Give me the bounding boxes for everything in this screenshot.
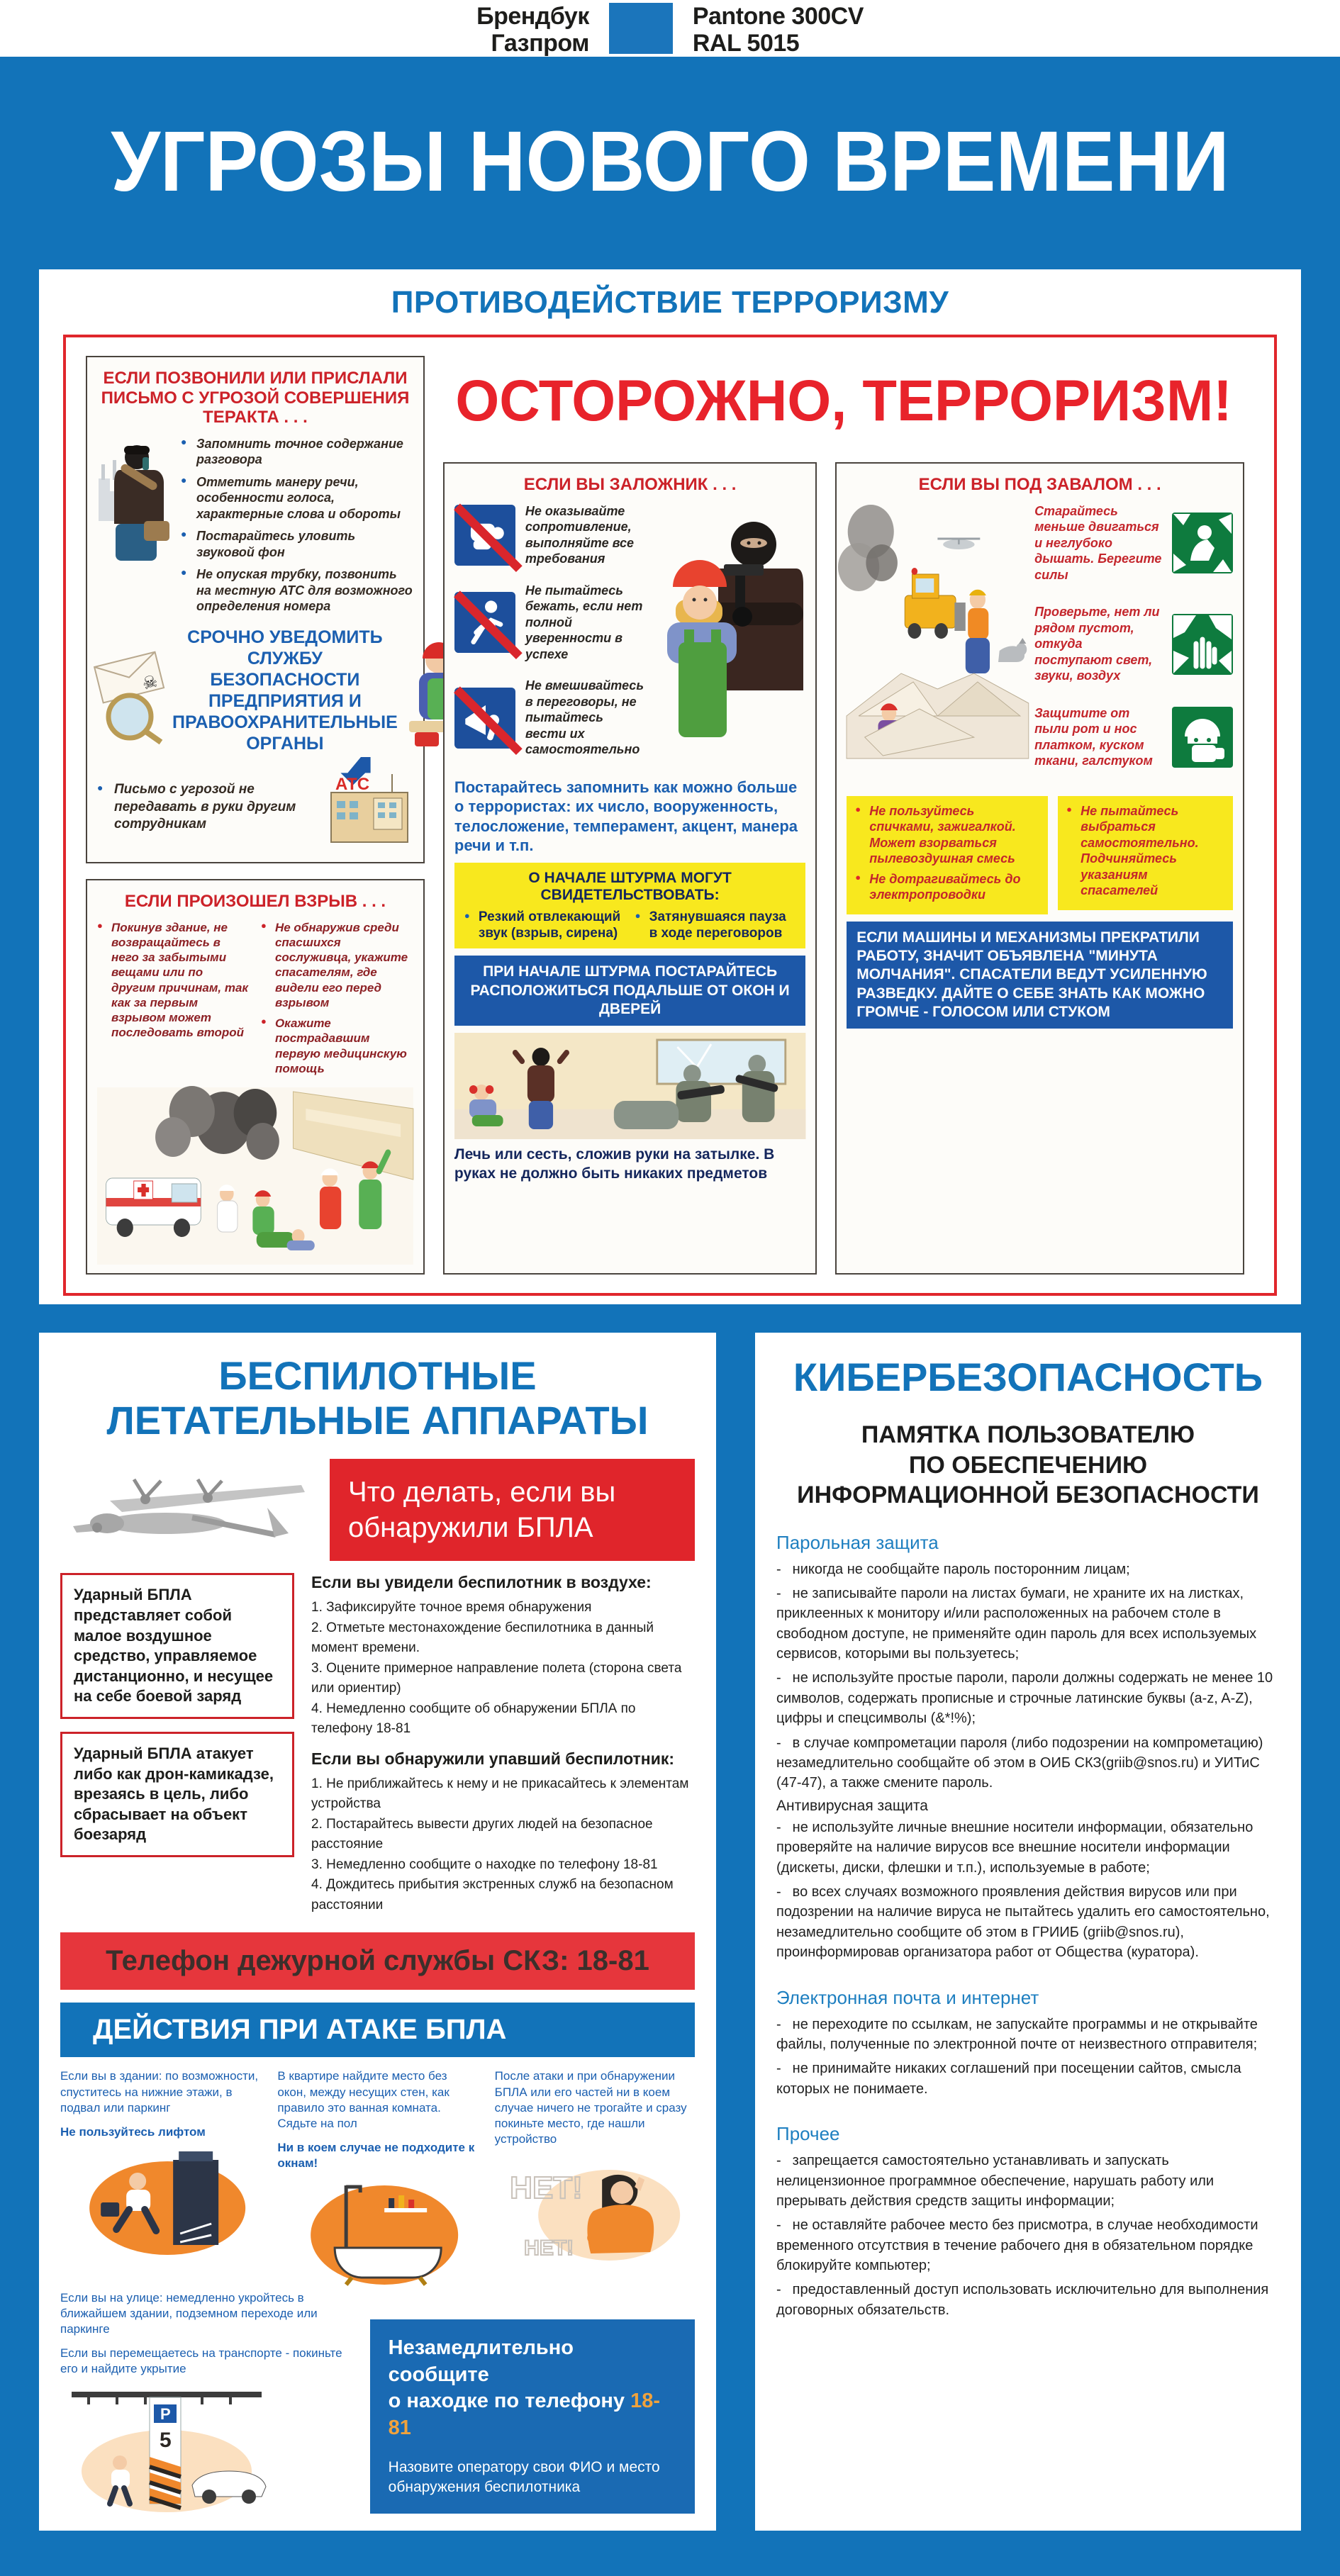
uav-info-box-1: Ударный БПЛА представляет собой малое воздушное средство, управляемое дистанционно, и несущее на себе боевой заряд	[60, 1573, 294, 1719]
assault-scene-illustration	[454, 1033, 805, 1139]
explosion-bullet: ● Покинув здание, не возвращайтесь в него за забытыми вещами или по другим причинам, так как за первым взрывом может последовать второй	[97, 920, 250, 1077]
cyber-item: - никогда не сообщайте пароль посторонним лицам;	[776, 1559, 1280, 1579]
note-wiring: ● Не дотрагивайтесь до электропроводки	[855, 871, 1039, 903]
assault-sign: ● Резкий отвлекающий звук (взрыв, сирена)	[464, 909, 625, 942]
cyber-misc-items	[776, 2151, 1280, 2320]
brand-line-1: Брендбук	[476, 3, 589, 30]
escape-warning-note	[1058, 796, 1233, 910]
uav-seen-item: 2. Отметьте местонахождение беспилотника в данный момент времени.	[311, 1620, 654, 1656]
call-box-bullet: ● Запомнить точное содержание разговора	[181, 436, 413, 468]
assault-signs-heading: О НАЧАЛЕ ШТУРМА МОГУТ СВИДЕТЕЛЬСТВОВАТЬ:	[528, 869, 732, 903]
poster-body	[0, 57, 1340, 2575]
uav-fallen-item: 3. Немедленно сообщите о находке по телефону 18-81	[311, 1857, 658, 1872]
cyber-item: - не оставляйте рабочее место без присмотра, в случае необходимости временного отсутствия в течение рабочего дня в обязательном порядке блокируйте компьютер;	[776, 2215, 1280, 2275]
section-heading: ПРОТИВОДЕЙСТВИЕ ТЕРРОРИЗМУ	[391, 285, 949, 320]
hand-in-crack-icon	[1172, 614, 1233, 675]
notify-phone-number: 18-81	[388, 2390, 661, 2440]
uav-attack-banner: ДЕЙСТВИЯ ПРИ АТАКЕ БПЛА	[60, 2003, 695, 2057]
uav-what-to-do-box: Что делать, если вы обнаружили БПЛА	[330, 1459, 695, 1561]
uav-advice-apartment: В квартире найдите место без окон, между несущих стен, как правило это ванная комната. Сядьте на пол Ни в коем случае не подходите к окнам!	[277, 2068, 477, 2286]
assault-sign: ● Затянувшаяся пауза в ходе переговоров	[635, 909, 796, 942]
explosion-bullet: ● Окажите пострадавшим первую медицинскую помощь	[261, 1016, 413, 1076]
hostage-rule: Не вмешивайтесь в переговоры, не пытайтесь вести их самостоятельно	[525, 678, 644, 757]
explosion-scene-illustration	[97, 1087, 413, 1265]
hostage-heading: ЕСЛИ ВЫ ЗАЛОЖНИК . . .	[523, 475, 737, 495]
letter-note: ● Письмо с угрозой не передавать в руки другим сотрудникам	[97, 781, 301, 834]
atc-label: АТС	[335, 774, 370, 794]
no-megaphone-icon	[454, 688, 515, 749]
cybersecurity-section	[755, 1333, 1301, 2530]
brand-line-2: Газпром	[491, 30, 589, 57]
explosion-box	[86, 879, 425, 1275]
uav-advice-after-attack: После атаки и при обнаружении БПЛА или его частей ни в коем случае ничего не трогайте и сразу покиньте место, где нашли устройство НЕТ! НЕТ!	[495, 2068, 695, 2286]
bathroom-illustration	[277, 2180, 477, 2286]
svg-text:☠: ☠	[140, 671, 160, 694]
assault-signs-items	[464, 909, 795, 942]
cyber-antivirus-title: Антивирусная защита	[776, 1797, 928, 1814]
uav-fallen-list	[311, 1749, 695, 1916]
pantone-code: Pantone 300CV	[692, 3, 864, 30]
uav-seen-item: 3. Оцените примерное направление полета (сторона света или ориентир)	[311, 1660, 682, 1696]
note-escape: ● Не пытайтесь выбраться самостоятельно. Подчиняйтесь указаниям спасателей	[1066, 803, 1224, 899]
urgent-notice: СРОЧНО УВЕДОМИТЬ СЛУЖБУ БЕЗОПАСНОСТИ ПРЕДПРИЯТИЯ И ПРАВООХРАНИТЕЛЬНЫЕ ОРГАНЫ	[172, 627, 398, 754]
uav-seen-item: 4. Немедленно сообщите об обнаружении БПЛА по телефону 18-81	[311, 1701, 636, 1737]
duty-phone-banner: Телефон дежурной службы СКЗ: 18-81	[60, 1932, 695, 1990]
dust-protection-icon	[1172, 707, 1233, 768]
uav-fallen-item: 4. Дождитесь прибытия экстренных служб на безопасном расстоянии	[311, 1877, 674, 1913]
envelope-skull-icon	[97, 637, 165, 744]
cyber-item: - запрещается самостоятельно устанавливать и запускать нелицензионное программное обеспечение, нарушать работу или прерывать действия средств защиты информации;	[776, 2151, 1280, 2211]
exit-building-illustration	[60, 2149, 260, 2255]
cyber-item: - не используйте простые пароли, пароли должны содержать не менее 10 символов, содержать прописные и строчные латинские буквы (a-z, A-Z), цифры и спецсимволы (&*!%);	[776, 1668, 1280, 1728]
explosion-bullet: ● Не обнаружив среди спасшихся сослуживца, укажите спасателям, где видели его перед взрывом	[261, 920, 413, 1011]
pantone-color-swatch	[609, 3, 673, 54]
terrorist-caller-illustration	[97, 436, 174, 588]
ral-code: RAL 5015	[692, 30, 800, 57]
cyber-item: - в случае компрометации пароля (либо подозрении на компрометацию) незамедлительно сообщайте об этом в ОИБ СКЗ(griib@snos.ru) и УИТиС (47-47), а также смените пароль.	[776, 1733, 1280, 1793]
call-box-bullet: ● Не опуская трубку, позвонить на местную АТС для возможного определения номера	[181, 566, 413, 615]
uav-seen-item: 1. Зафиксируйте точное время обнаружения	[311, 1600, 592, 1615]
matches-warning-note	[847, 796, 1048, 914]
counter-terrorism-section	[39, 269, 1301, 1304]
hostage-rule: Не оказывайте сопротивление, выполняйте все требования	[525, 503, 635, 566]
cyber-item: - не принимайте никаких соглашений при посещении сайтов, смысла которых не понимаете.	[776, 2059, 1280, 2099]
atc-building-illustration	[307, 761, 413, 853]
note-matches: ● Не пользуйтесь спичками, зажигалкой. Может взорваться пылевоздушная смесь	[855, 803, 1039, 867]
svg-text:P: P	[160, 2404, 171, 2423]
rubble-rule: Старайтесь меньше двигаться и неглубоко дышать. Берегите силы	[1034, 503, 1162, 582]
bottom-frame-spacer	[39, 2531, 1301, 2576]
rubble-heading: ЕСЛИ ВЫ ПОД ЗАВАЛОМ . . .	[918, 475, 1161, 495]
no-running-icon	[454, 592, 515, 653]
cyber-item: - не используйте личные внешние носители информации, обязательно проверяйте на наличие вирусов все внешние носители информации (дискеты, диски, флешки и т.п.), используемые в работе;	[776, 1818, 1280, 1878]
cyber-item: - не переходите по ссылкам, не запускайте программы и не открывайте файлы, полученные по электронной почте от неизвестного отправителя;	[776, 2015, 1280, 2055]
cyber-misc-title: Прочее	[776, 2123, 840, 2145]
no-resistance-icon	[454, 505, 515, 566]
cyber-subtitle: ПАМЯТКА ПОЛЬЗОВАТЕЛЮ ПО ОБЕСПЕЧЕНИЮ ИНФОРМАЦИОННОЙ БЕЗОПАСНОСТИ	[797, 1421, 1259, 1509]
cyber-antivirus-items	[776, 1818, 1280, 1963]
uav-advice-street: Если вы на улице: немедленно укройтесь в ближайшем здании, подземном переходе или паркинге Если вы перемещаетесь на транспорте - покиньте его и найдите укрытие P 5	[60, 2290, 356, 2513]
notify-phone-box: Незамедлительно сообщите о находке по телефону 18-81 Назовите оператору свои ФИО и место обнаружения беспилотника	[370, 2319, 695, 2513]
rubble-rule: Защитите от пыли рот и нос платком, куском ткани, галстуком	[1034, 705, 1153, 768]
uav-info-box-2: Ударный БПЛА атакует либо как дрон-камикадзе, врезаясь в цель, либо сбрасывает на объект боезаряд	[60, 1732, 294, 1857]
uav-heading: БЕСПИЛОТНЫЕ ЛЕТАТЕЛЬНЫЕ АППАРАТЫ	[106, 1353, 649, 1443]
cyber-password-items	[776, 1559, 1280, 1793]
threat-call-box	[86, 356, 425, 863]
call-box-heading: ЕСЛИ ПОЗВОНИЛИ ИЛИ ПРИСЛАЛИ ПИСЬМО С УГРОЗОЙ СОВЕРШЕНИЯ ТЕРАКТА . . .	[101, 369, 410, 427]
uav-section	[39, 1333, 716, 2530]
drone-illustration	[60, 1457, 316, 1563]
cyber-item: - не записывайте пароли на листах бумаги, не храните их на листках, приклеенных к монитору и/или расположенных на рабочем столе в свободном доступе, не применяйте один пароль для всех используемых сервисов, которыми вы пользуетесь;	[776, 1584, 1280, 1664]
parking-shelter-illustration	[60, 2386, 273, 2514]
call-box-bullet: ● Отметить манеру речи, особенности голоса, характерные слова и обороты	[181, 474, 413, 522]
assault-warning-bar: ПРИ НАЧАЛЕ ШТУРМА ПОСТАРАЙТЕСЬ РАСПОЛОЖИТЬСЯ ПОДАЛЬШЕ ОТ ОКОН И ДВЕРЕЙ	[454, 956, 805, 1026]
uav-seen-heading: Если вы увидели беспилотник в воздухе:	[311, 1573, 652, 1592]
no-touch-illustration	[495, 2156, 695, 2262]
svg-text:НЕТ!: НЕТ!	[523, 2236, 574, 2260]
svg-text:НЕТ!: НЕТ!	[509, 2170, 583, 2205]
hostage-rule: Не пытайтесь бежать, если нет полной уверенности в успехе	[525, 583, 643, 661]
uav-seen-list	[311, 1573, 695, 1740]
trapped-person-icon	[1172, 513, 1233, 573]
rubble-scene-illustration	[847, 503, 1029, 758]
warning-terrorism-title: ОСТОРОЖНО, ТЕРРОРИЗМ!	[455, 369, 1232, 434]
terrorism-panel	[63, 335, 1277, 1296]
page-title: УГРОЗЫ НОВОГО ВРЕМЕНИ	[111, 113, 1229, 209]
rubble-rule: Проверьте, нет ли рядом пустот, откуда поступают свет, звуки, воздух	[1034, 605, 1160, 683]
uav-fallen-heading: Если вы обнаружили упавший беспилотник:	[311, 1749, 675, 1768]
cyber-password-title: Парольная защита	[776, 1531, 939, 1553]
cyber-email-items	[776, 2015, 1280, 2100]
uav-advice-building: Если вы в здании: по возможности, спуститесь на нижние этажи, в подвал или паркинг Не пользуйтесь лифтом	[60, 2068, 260, 2286]
rubble-box	[835, 462, 1244, 1275]
explosion-heading: ЕСЛИ ПРОИЗОШЕЛ ВЗРЫВ . . .	[124, 891, 386, 911]
hostage-box	[443, 462, 817, 1275]
uav-fallen-item: 1. Не приближайтесь к нему и не прикасайтесь к элементам устройства	[311, 1776, 689, 1812]
assault-signs-box	[454, 863, 805, 949]
cyber-item: - предоставленный доступ использовать исключительно для выполнения договорных обязательств.	[776, 2280, 1280, 2320]
cyber-heading: КИБЕРБЕЗОПАСНОСТЬ	[793, 1355, 1263, 1400]
lie-down-caption: Лечь или сесть, сложив руки на затылке. В руках не должно быть никаких предметов	[454, 1146, 775, 1182]
svg-text:5: 5	[160, 2428, 172, 2452]
uav-fallen-item: 2. Постарайтесь вывести других людей на безопасное расстояние	[311, 1816, 653, 1852]
call-box-bullet: ● Постарайтесь уловить звуковой фон	[181, 528, 413, 560]
memorize-note: Постарайтесь запомнить как можно больше о террористах: их число, вооруженность, телосложение, темперамент, акцент, манера речи и т.п.	[454, 778, 798, 855]
cyber-email-title: Электронная почта и интернет	[776, 1986, 1039, 2008]
cyber-item: - во всех случаях возможного проявления действия вирусов или при подозрении на наличие вируса не пытайтесь удалить его самостоятельно, незамедлительно сообщите об этом в ГРИИБ (griib@snos.ru), проинформировав организатора работ от Общества (куратора).	[776, 1882, 1280, 1963]
call-box-bullets	[181, 436, 413, 621]
silence-minute-footer: ЕСЛИ МАШИНЫ И МЕХАНИЗМЫ ПРЕКРАТИЛИ РАБОТУ, ЗНАЧИТ ОБЪЯВЛЕНА "МИНУТА МОЛЧАНИЯ". СПАСАТЕЛИ ВЕДУТ УСИЛЕННУЮ РАЗВЕДКУ. ДАЙТЕ О СЕБЕ ЗНАТЬ КАК МОЖНО ГРОМЧЕ - ГОЛОСОМ ИЛИ СТУКОМ	[847, 922, 1233, 1029]
hostage-illustration	[653, 503, 805, 737]
